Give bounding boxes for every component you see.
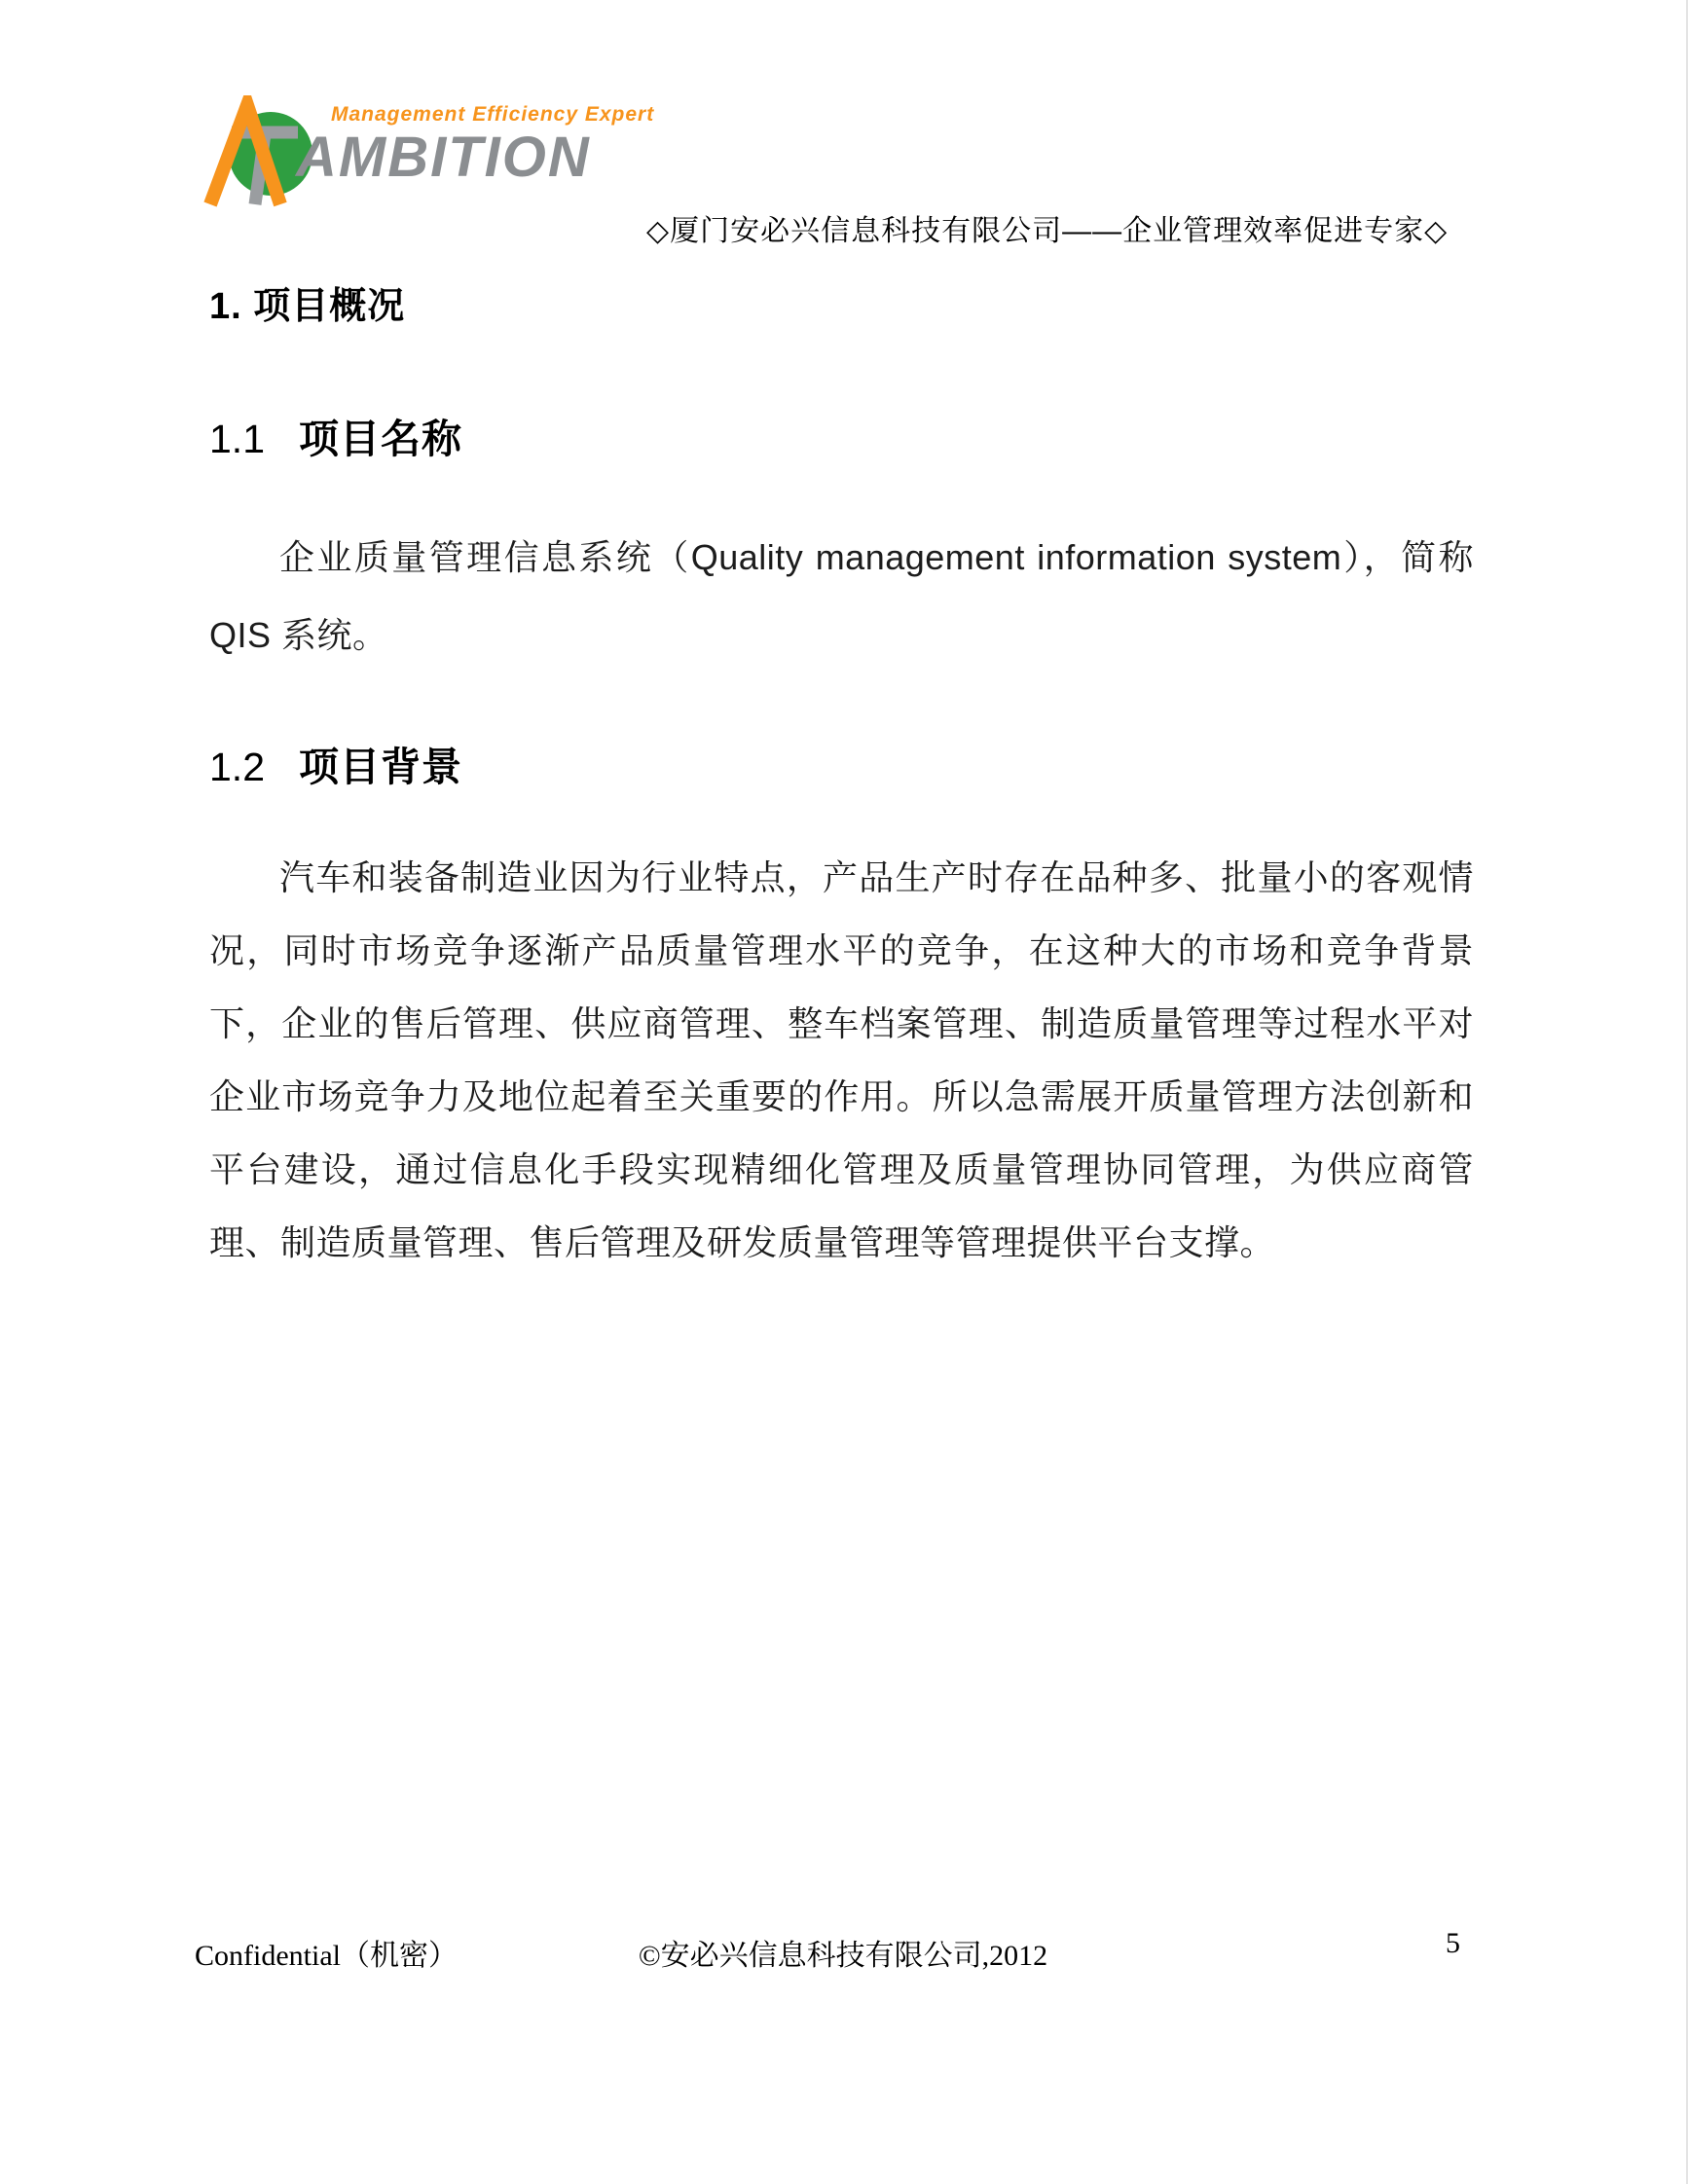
logo-text — [296, 95, 655, 189]
document-body — [209, 275, 1474, 1279]
heading-number: 1.1 — [209, 417, 265, 461]
company-logo — [193, 95, 654, 212]
heading-project-overview: 1. 项目概况 — [209, 286, 406, 327]
heading-project-background — [209, 735, 1474, 792]
footer-copyright: ©安必兴信息科技有限公司,2012 — [638, 1940, 1048, 1972]
heading-title: 项目背景 — [299, 745, 462, 789]
footer-confidential: Confidential（机密） — [195, 1940, 458, 1972]
heading-project-name — [209, 407, 1474, 464]
logo-brand: AMBITION — [296, 126, 591, 189]
heading-number: 1.2 — [209, 745, 265, 789]
logo-tagline: Management Efficiency Expert — [331, 103, 655, 126]
footer-page-number: 5 — [1446, 1927, 1460, 1959]
page-footer — [0, 1927, 1686, 1980]
paragraph-project-name: 企业质量管理信息系统（Quality management information system），简称 QIS 系统。 — [209, 537, 1474, 655]
heading-title: 项目名称 — [299, 417, 462, 461]
paragraph-project-background: 汽车和装备制造业因为行业特点，产品生产时存在品种多、批量小的客观情况，同时市场竞争逐渐产品质量管理水平的竞争，在这种大的市场和竞争背景下，企业的售后管理、供应商管理、整车档案管理、制造质量管理等过程水平对企业市场竞争力及地位起着至关重要的作用。所以急需展开质量管理方法创新和平台建设，通过信息化手段实现精细化管理及质量管理协同管理，为供应商管理、制造质量管理、售后管理及研发质量管理等管理提供平台支撑。 — [209, 857, 1474, 1262]
header-slogan: ◇厦门安必兴信息科技有限公司——企业管理效率促进专家◇ — [646, 215, 1449, 247]
